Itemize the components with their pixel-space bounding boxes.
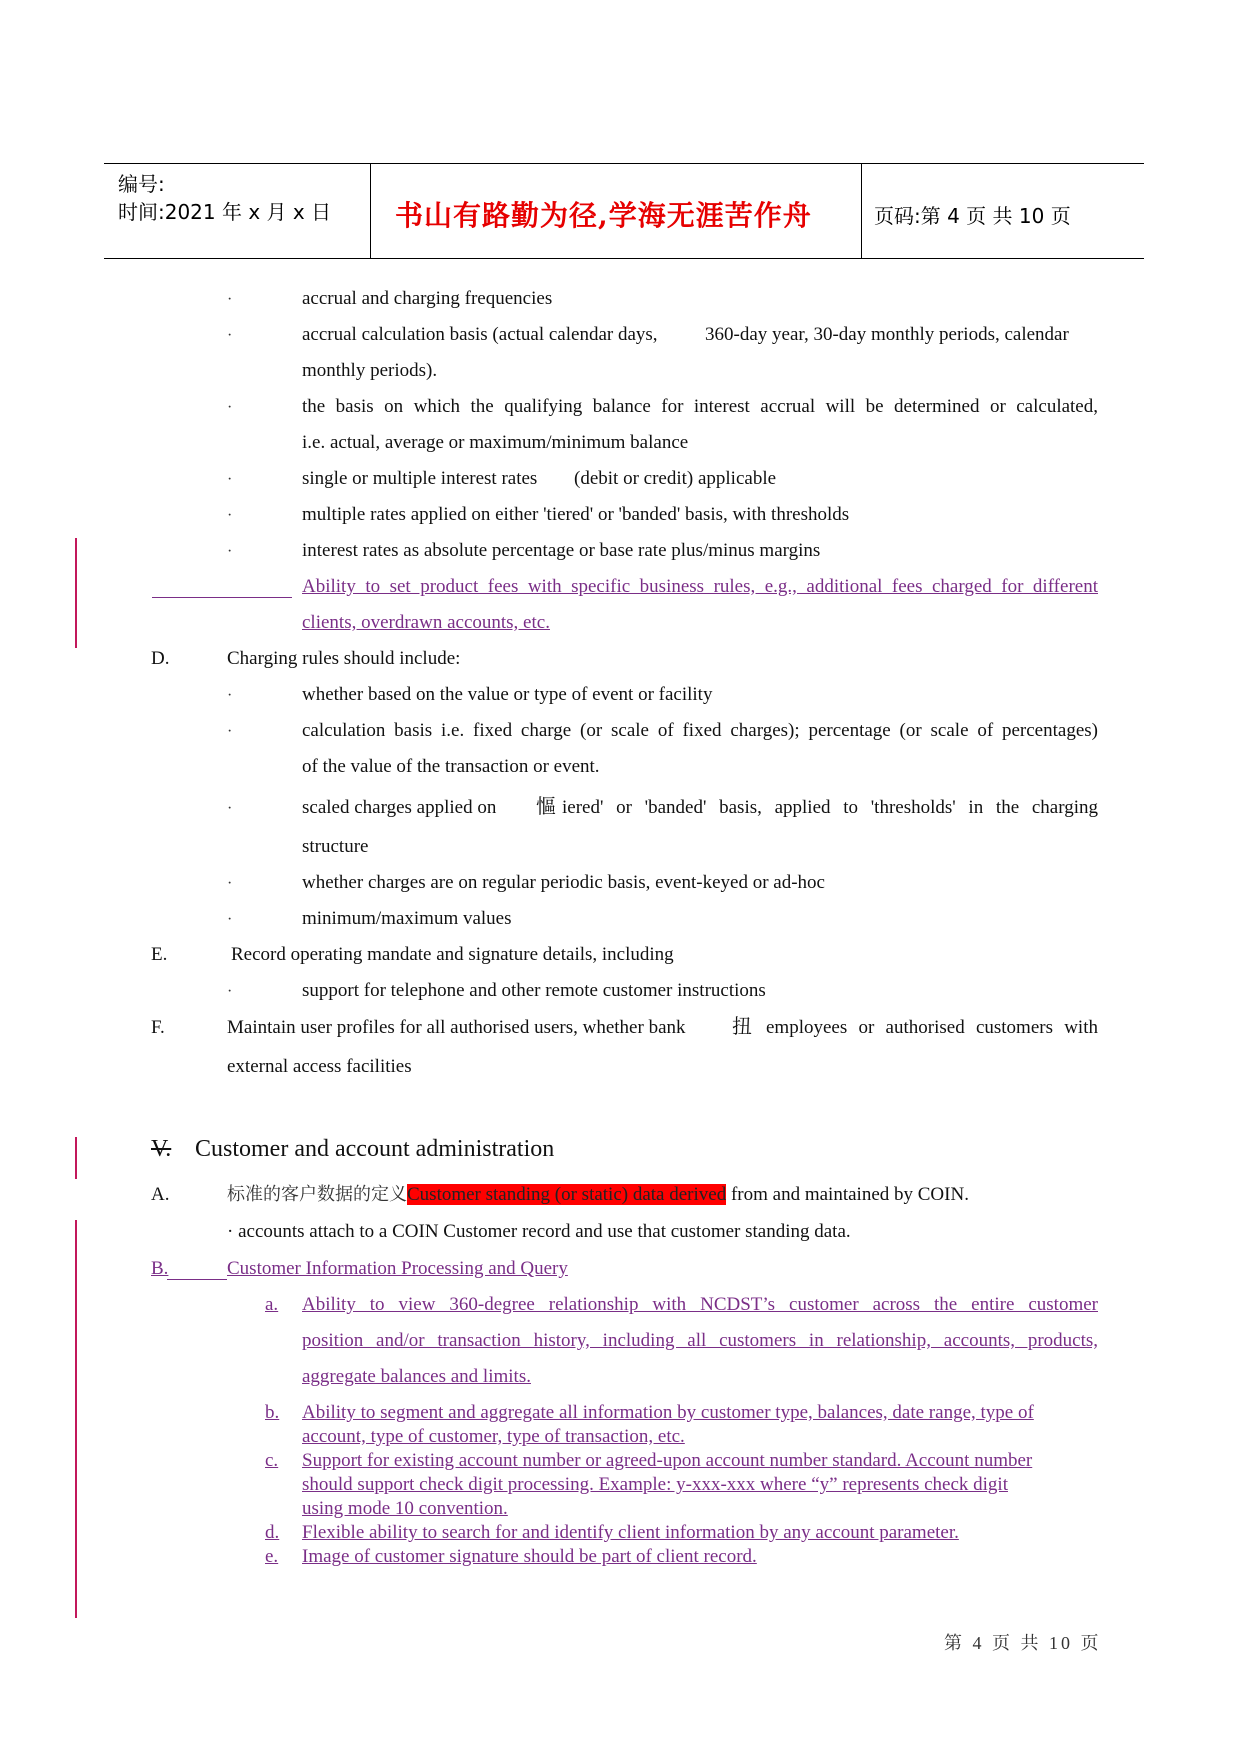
section-d-item-3-glyph: 慪 xyxy=(536,794,556,818)
section-vb-item-d-letter: d. xyxy=(265,1522,280,1543)
interest-item-3a: the basis on which the qualifying balance for interest accrual will be determined or calculated, xyxy=(302,396,1098,417)
section-e-item-1: support for telephone and other remote customer instructions xyxy=(302,980,766,1001)
interest-item-5: multiple rates applied on either 'tiered' or 'banded' basis, with thresholds xyxy=(302,504,850,525)
section-vb-item-b-line-2: account, type of customer, type of transaction, etc. xyxy=(302,1426,685,1447)
revision-bar xyxy=(75,1137,77,1179)
header-time-label: 时间:2021 年 x 月 x 日 xyxy=(118,200,332,224)
section-d-item-3b: iered' or 'banded' basis, applied to 'thresholds' in the charging xyxy=(562,797,1098,818)
bullet-marker: · xyxy=(227,291,233,308)
section-f-line-1b: employees or authorised customers with xyxy=(766,1017,1098,1038)
section-vb-item-c-letter: c. xyxy=(265,1450,279,1471)
section-va-bullet-line: · accounts attach to a COIN Customer record and use that customer standing data. xyxy=(227,1221,851,1242)
bullet-marker: · xyxy=(227,911,233,928)
section-f-glyph: 扭 xyxy=(732,1014,752,1038)
bullet-marker: · xyxy=(227,687,233,704)
section-va-rest: from and maintained by COIN. xyxy=(726,1184,969,1205)
interest-item-2c: monthly periods). xyxy=(302,360,438,381)
section-vb-letter: B. xyxy=(151,1258,169,1279)
section-f-line-1a: Maintain user profiles for all authorised users, whether bank xyxy=(227,1017,686,1038)
section-vb-item-c-line-1: Support for existing account number or agreed-upon account number standard. Account number xyxy=(302,1450,1033,1471)
bullet-marker: · xyxy=(227,800,233,817)
interest-item-3b: i.e. actual, average or maximum/minimum balance xyxy=(302,432,689,453)
section-d-item-2a: calculation basis i.e. fixed charge (or scale of fixed charges); percentage (or scale of percentages) xyxy=(302,720,1098,741)
section-vb-heading: Customer Information Processing and Query xyxy=(227,1258,568,1279)
page-footer: 第 4 页 共 10 页 xyxy=(944,1633,1102,1653)
section-v-title: Customer and account administration xyxy=(195,1136,555,1162)
header-top-rule xyxy=(104,163,1144,164)
section-d-item-3a: scaled charges applied on xyxy=(302,797,497,818)
section-va-letter: A. xyxy=(151,1184,170,1205)
bullet-marker: · xyxy=(227,471,233,488)
header-page-label: 页码:第 4 页 共 10 页 xyxy=(874,204,1071,228)
section-vb-item-a-letter: a. xyxy=(265,1294,279,1315)
section-vb-item-d-line-1: Flexible ability to search for and identify client information by any account parameter. xyxy=(302,1522,959,1543)
section-d-letter: D. xyxy=(151,648,170,669)
interest-item-6: interest rates as absolute percentage or base rate plus/minus margins xyxy=(302,540,821,561)
section-d-item-1: whether based on the value or type of event or facility xyxy=(302,684,713,705)
header-number-label: 编号: xyxy=(118,172,165,196)
bullet-marker: · xyxy=(227,543,233,560)
bullet-marker: · xyxy=(227,507,233,524)
revision-bar xyxy=(75,538,77,648)
header-divider-right xyxy=(861,163,862,259)
interest-item-2a: accrual calculation basis (actual calendar days, xyxy=(302,324,658,345)
section-va-text xyxy=(227,1183,969,1207)
section-vb-item-b-letter: b. xyxy=(265,1402,280,1423)
section-va-highlighted: Customer standing (or static) data derived xyxy=(407,1184,727,1205)
header-slogan: 书山有路勤为径,学海无涯苦作舟 xyxy=(395,199,812,232)
section-d-item-3c: structure xyxy=(302,836,369,857)
bullet-marker: · xyxy=(227,875,233,892)
section-e-heading: Record operating mandate and signature details, including xyxy=(231,944,674,965)
insertion-underline xyxy=(167,1279,227,1280)
section-d-item-2b: of the value of the transaction or event. xyxy=(302,756,600,777)
header-bottom-rule xyxy=(104,258,1144,259)
section-d-item-4: whether charges are on regular periodic basis, event-keyed or ad-hoc xyxy=(302,872,825,893)
bullet-marker: · xyxy=(227,399,233,416)
section-e-letter: E. xyxy=(151,944,168,965)
interest-item-4b: (debit or credit) applicable xyxy=(574,468,777,489)
header-divider-left xyxy=(370,163,371,259)
fees-insert-line-2: clients, overdrawn accounts, etc. xyxy=(302,612,550,633)
bullet-marker: · xyxy=(227,983,233,1000)
section-f-letter: F. xyxy=(151,1017,165,1038)
section-vb-item-a-line-3: aggregate balances and limits. xyxy=(302,1366,531,1387)
bullet-marker: · xyxy=(227,327,233,344)
fees-insert-line-1: Ability to set product fees with specific business rules, e.g., additional fees charged for different xyxy=(302,576,1098,597)
section-vb-item-e-letter: e. xyxy=(265,1546,279,1567)
section-vb-item-b-line-1: Ability to segment and aggregate all information by customer type, balances, date range, type of xyxy=(302,1402,1034,1423)
section-d-heading: Charging rules should include: xyxy=(227,648,461,669)
section-vb-item-a-line-2: position and/or transaction history, including all customers in relationship, accounts, products, xyxy=(302,1330,1098,1351)
bullet-marker: · xyxy=(227,723,233,740)
interest-item-4a: single or multiple interest rates xyxy=(302,468,538,489)
section-d-item-5: minimum/maximum values xyxy=(302,908,512,929)
section-vb-item-c-line-3: using mode 10 convention. xyxy=(302,1498,508,1519)
insertion-underline xyxy=(152,597,292,598)
interest-item-1: accrual and charging frequencies xyxy=(302,288,553,309)
section-vb-item-c-line-2: should support check digit processing. Example: y-xxx-xxx where “y” represents check digit xyxy=(302,1474,1008,1495)
section-vb-item-e-line-1: Image of customer signature should be part of client record. xyxy=(302,1546,757,1567)
revision-bar xyxy=(75,1220,77,1618)
interest-item-2b: 360-day year, 30-day monthly periods, calendar xyxy=(705,324,1069,345)
section-va-chinese: 标准的客户数据的定义 xyxy=(227,1184,407,1205)
section-vb-item-a-line-1: Ability to view 360-degree relationship with NCDST’s customer across the entire customer xyxy=(302,1294,1098,1315)
section-v-number: V. xyxy=(151,1136,172,1162)
section-f-line-2: external access facilities xyxy=(227,1056,412,1077)
